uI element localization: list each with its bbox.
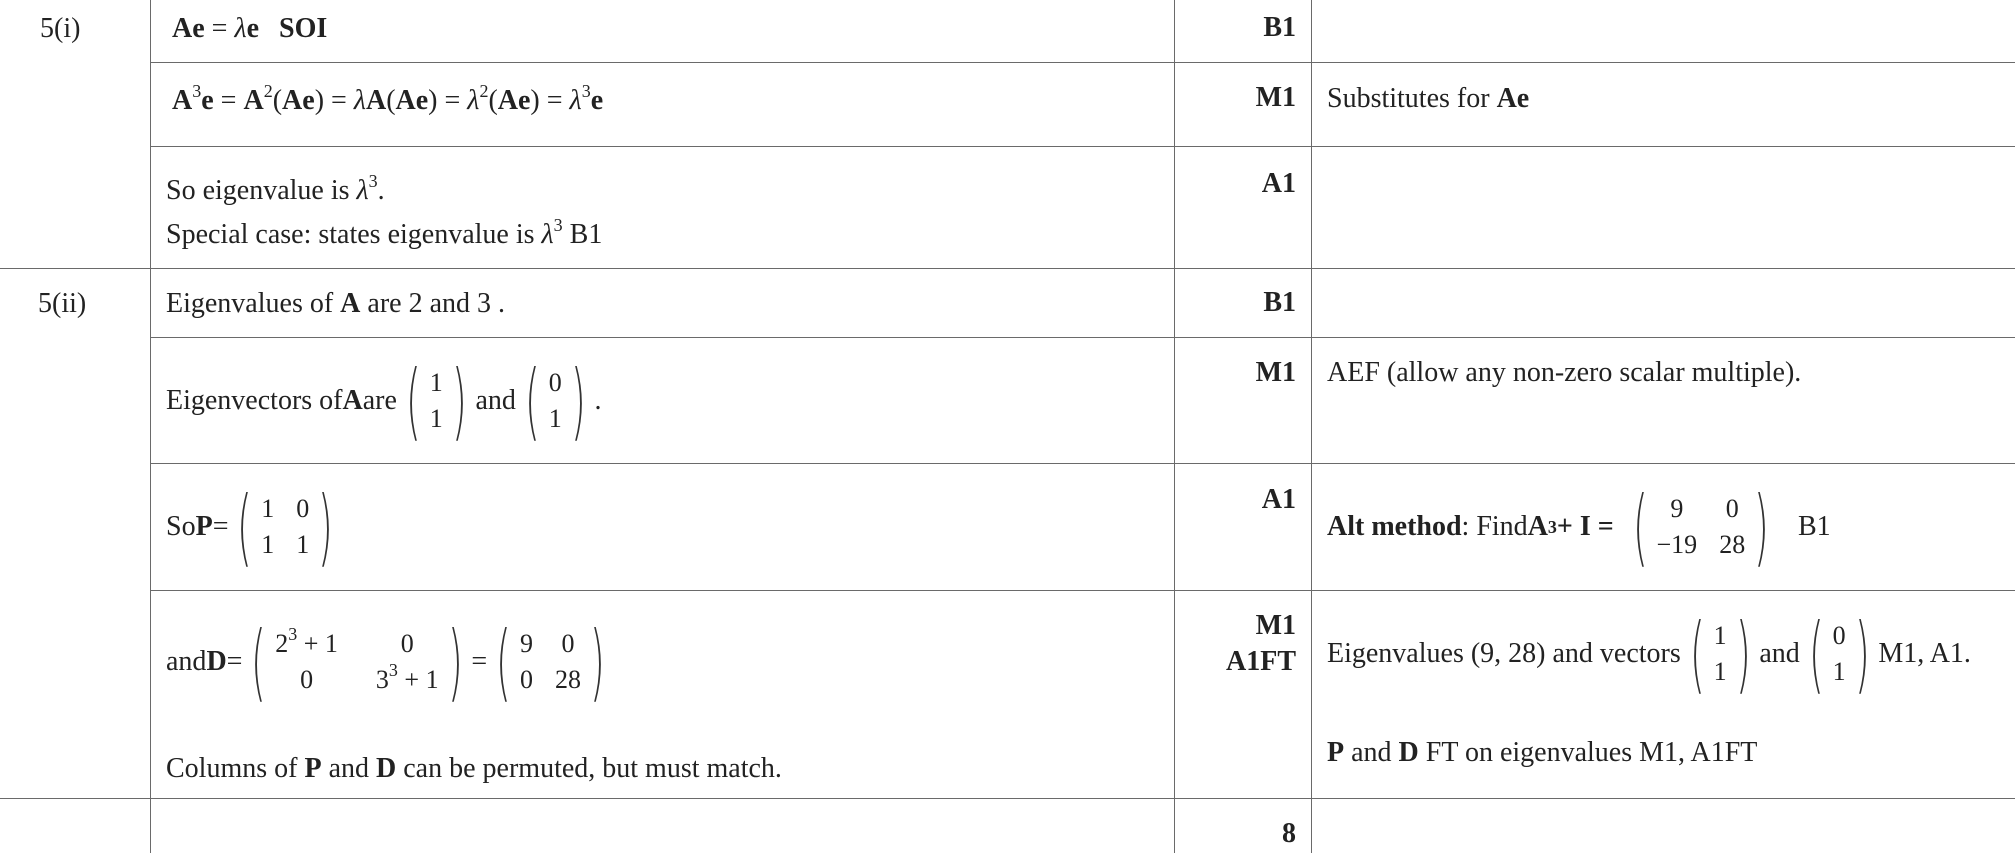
guidance-text: AEF (allow any non-zero scalar multiple). xyxy=(1327,357,1802,388)
permutation-note: Columns of P and D can be permuted, but must match. xyxy=(166,753,782,784)
answer-text: Eigenvalues of A are 2 and 3 . xyxy=(166,288,506,319)
mark-code: B1 xyxy=(1263,12,1296,43)
row-divider xyxy=(150,146,2015,147)
alt-method-guidance: Alt method : Find A 3 + I = ( 9 0 −19 28 ) B1 xyxy=(1327,478,1831,576)
guidance-ft: P and D FT on eigenvalues M1, A1FT xyxy=(1327,737,1758,768)
column-vector: ( 0 1 ) xyxy=(1808,605,1870,703)
column-divider xyxy=(1311,0,1312,853)
matrix-d-expression: ( $2^3 + 1$ 0 0 $3^3 + 1$ ) xyxy=(251,613,463,711)
column-vector: ( 1 1 ) xyxy=(405,352,467,450)
row-divider xyxy=(0,268,2015,269)
row-divider xyxy=(150,62,2015,63)
question-number: 5(i) xyxy=(40,13,81,44)
mark-code: M1 xyxy=(1255,82,1296,113)
column-divider xyxy=(1174,0,1175,853)
matrix-d-result: ( 9 0 0 28 ) xyxy=(496,613,605,711)
mark-code: A1 xyxy=(1261,484,1296,515)
column-vector: ( 1 1 ) xyxy=(1689,605,1751,703)
answer-text: Ae = λe SOI xyxy=(172,13,328,44)
mark-code: M1 xyxy=(1255,610,1296,641)
mark-code: A1 xyxy=(1261,168,1296,199)
guidance-eigen-alt: Eigenvalues (9, 28) and vectors ( 1 1 ) and ( 0 1 ) M1, A1. xyxy=(1327,605,1971,703)
column-divider xyxy=(150,0,151,853)
answer-matrix-d: and D = ( $2^3 + 1$ 0 0 $3^3 + 1$ ) = ( 9 0 0 28 ) xyxy=(166,612,614,712)
answer-line: So eigenvalue is $\lambda^3$. xyxy=(166,171,385,206)
answer-eigenvectors: Eigenvectors of A are ( 1 1 ) and ( 0 1 ) . xyxy=(166,352,602,450)
matrix-p: ( 1 0 1 1 ) xyxy=(237,478,334,576)
answer-equation: $A^3e = A^2(Ae) = \lambda A(Ae) = \lambda^2(Ae) = \lambda^3e$ xyxy=(172,81,604,116)
total-marks: 8 xyxy=(1282,818,1296,849)
special-case-line: Special case: states eigenvalue is $\lambda^3$ B1 xyxy=(166,215,603,250)
question-number: 5(ii) xyxy=(38,288,87,319)
row-divider xyxy=(150,337,2015,338)
guidance-text: Substitutes for Ae xyxy=(1327,83,1530,114)
column-vector: ( 0 1 ) xyxy=(524,352,586,450)
mark-code: M1 xyxy=(1255,357,1296,388)
mark-code: A1FT xyxy=(1226,646,1296,677)
row-divider xyxy=(0,798,2015,799)
answer-matrix-p: So P = ( 1 0 1 1 ) xyxy=(166,482,342,572)
mark-code: B1 xyxy=(1263,287,1296,318)
row-divider xyxy=(150,590,2015,591)
alt-matrix: ( 9 0 −19 28 ) xyxy=(1632,478,1769,576)
row-divider xyxy=(150,463,2015,464)
